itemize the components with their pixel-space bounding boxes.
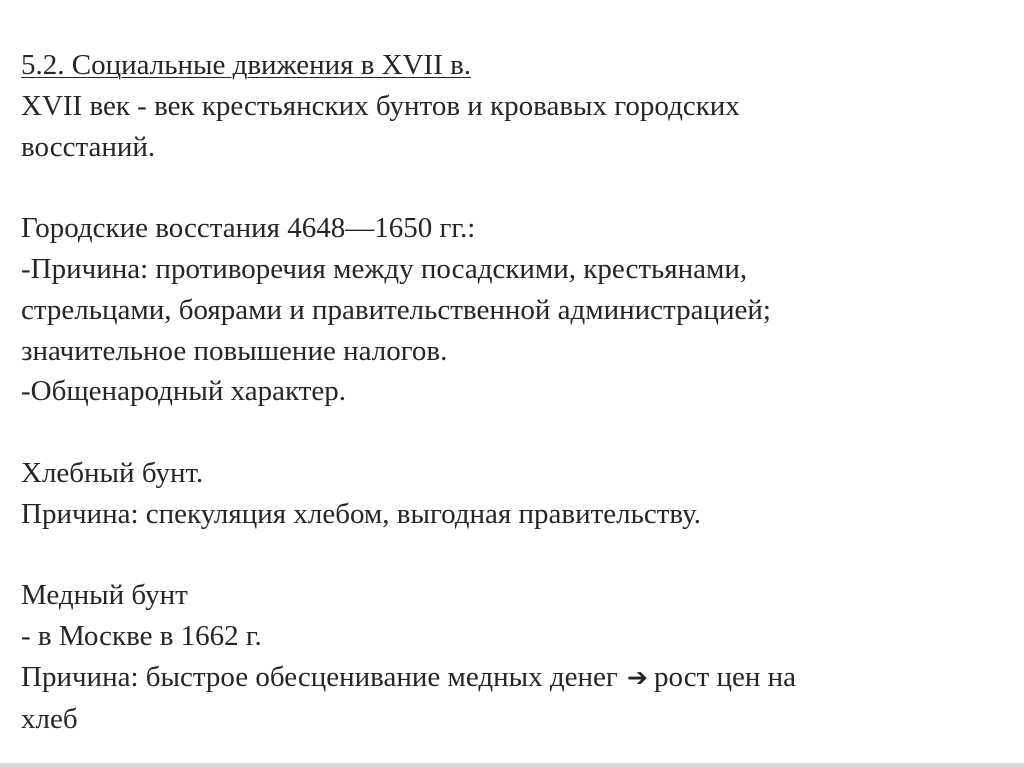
paragraph-gap: [21, 412, 1001, 453]
intro-line-1: XVII век - век крестьянских бунтов и кровавых городских: [21, 89, 740, 122]
paragraph-gap: [21, 535, 1001, 576]
copper-riot-place: - в Москве в 1662 г.: [21, 620, 262, 653]
bottom-edge: [0, 763, 1024, 767]
urban-character: -Общенародный характер.: [21, 375, 347, 408]
bread-riot-cause: Причина: спекуляция хлебом, выгодная правительству.: [21, 497, 701, 530]
urban-cause-line-2: стрельцами, боярами и правительственной администрацией;: [21, 293, 771, 326]
copper-riot-cause: [21, 657, 1001, 699]
intro-line-2: восстаний.: [21, 130, 156, 163]
copper-cause-text: Причина: быстрое обесценивание медных денег: [21, 660, 618, 693]
paragraph-gap: [21, 167, 1001, 208]
slide-text: [21, 45, 1001, 740]
bread-riot-title: Хлебный бунт.: [21, 456, 204, 489]
copper-riot-title: Медный бунт: [21, 579, 188, 612]
copper-cause-result: рост цен на: [653, 660, 797, 693]
urban-uprisings-title: Городские восстания 4648—1650 гг.:: [21, 212, 476, 245]
arrow-right-icon: ➔: [627, 662, 648, 692]
urban-cause-line-3: значительное повышение налогов.: [21, 334, 448, 367]
section-heading: 5.2. Социальные движения в XVII в.: [21, 49, 472, 81]
copper-cause-line-2: хлеб: [21, 702, 78, 735]
urban-cause-line-1: -Причина: противоречия между посадскими, крестьянами,: [21, 252, 748, 285]
